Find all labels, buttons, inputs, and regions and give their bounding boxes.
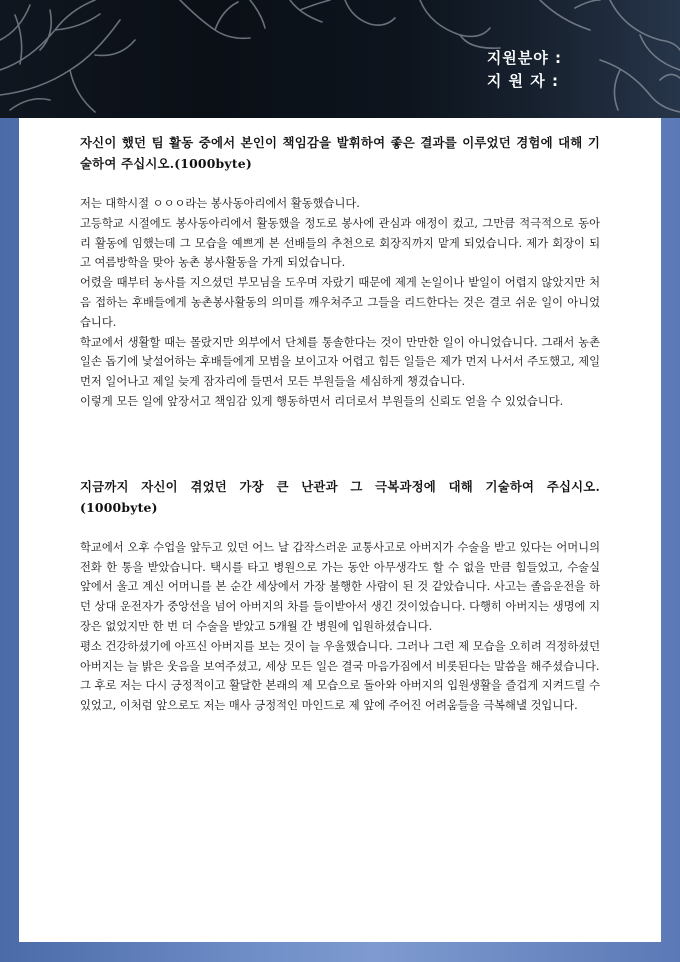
- question-1: 자신이 했던 팀 활동 중에서 본인이 책임감을 발휘하여 좋은 결과를 이루었던 경험에 대해 기술하여 주십시오.(1000byte): [80, 135, 600, 171]
- document-content: [80, 132, 600, 716]
- answer-1-paragraph: 고등학교 시절에도 봉사동아리에서 활동했을 정도로 봉사에 관심과 애정이 컸고, 그만큼 적극적으로 동아리 활동에 임했는데 그 모습을 예쁘게 본 선배들의 추천으로 회장직까지 맡게 되었습니다. 제가 회장이 되고 여름방학을 맞아 농촌 봉사활동을 가게 되었습니다.: [80, 216, 600, 270]
- answer-1-paragraph: 학교에서 생활할 때는 몰랐지만 외부에서 단체를 통솔한다는 것이 만만한 일이 아니었습니다. 그래서 농촌 일손 돕기에 낯설어하는 후배들에게 모범을 보이고자 어렵고 힘든 일들은 제가 먼저 나서서 주도했고, 제일 먼저 일어나고 제일 늦게 잠자리에 들면서 모든 부원들을 세심하게 챙겼습니다.: [80, 335, 600, 389]
- answer-1-paragraph: 어렸을 때부터 농사를 지으셨던 부모님을 도우며 자랐기 때문에 제게 논일이나 밭일이 어렵지 않았지만 처음 접하는 후배들에게 농촌봉사활동의 의미를 깨우쳐주고 그들을 리드한다는 것은 결코 쉬운 일이 아니었습니다.: [80, 276, 600, 329]
- answer-2-paragraph: 그 후로 저는 다시 긍정적이고 활달한 본래의 제 모습으로 돌아와 아버지의 입원생활을 즐겁게 지켜드릴 수 있었고, 이처럼 앞으로도 저는 매사 긍정적인 마인드로 제 앞에 주어진 어려움들을 극복해낼 것입니다.: [80, 679, 600, 713]
- applicant-name-label: 지 원 자 :: [486, 72, 559, 90]
- answer-2: [80, 538, 600, 716]
- question-2: 지금까지 자신이 겪었던 가장 큰 난관과 그 극복과정에 대해 기술하여 주십시오. (1000byte): [80, 478, 600, 515]
- answer-1-paragraph: 이렇게 모든 일에 앞장서고 책임감 있게 행동하면서 리더로서 부원들의 신뢰도 얻을 수 있었습니다.: [80, 394, 564, 408]
- answer-2-paragraph: 학교에서 오후 수업을 앞두고 있던 어느 날 갑작스러운 교통사고로 아버지가 수술을 받고 있다는 어머니의 전화 한 통을 받았습니다. 택시를 타고 병원으로 가는 동안 아무생각도 할 수 없을 만큼 힘들었고, 수술실 앞에서 울고 계신 어머니를 본 순간 세상에서 가장 불행한 사람이 된 것 같았습니다. 사고는 졸음운전을 하던 상대 운전자가 중앙선을 넘어 아버지의 차를 들이받아서 생긴 것이었습니다. 다행히 아버지는 생명에 지장은 없었지만 한 번 더 수술을 받았고 5개월 간 병원에 입원하셨습니다.: [80, 540, 600, 633]
- header-banner: [0, 0, 680, 118]
- application-field-label: 지원분야 :: [486, 49, 562, 67]
- answer-1: [80, 194, 600, 412]
- answer-1-paragraph: 저는 대학시절 ㅇㅇㅇ라는 봉사동아리에서 활동했습니다.: [80, 197, 360, 210]
- coral-decoration-icon: [0, 0, 680, 118]
- answer-2-paragraph: 평소 건강하셨기에 아프신 아버지를 보는 것이 늘 우울했습니다. 그러나 그런 제 모습을 오히려 걱정하셨던 아버지는 늘 밝은 웃음을 보여주셨고, 세상 모든 일은 결국 마음가짐에서 비롯된다는 말씀을 해주셨습니다.: [80, 639, 600, 673]
